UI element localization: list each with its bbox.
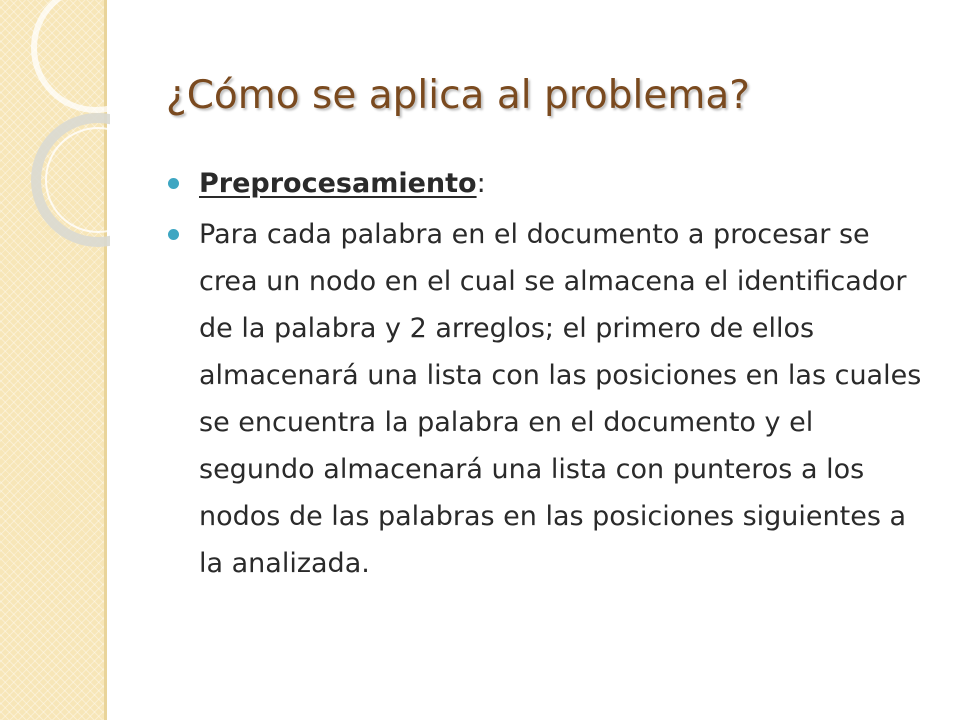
- bullet-text: Para cada palabra en el documento a procesar se crea un nodo en el cual se almacena el identificador de la palabra y 2 arreglos; el primero de ellos almacenará una lista con las posiciones en las cuales se encuentra la palabra en el documento y el segundo almacenará una lista con punteros a los nodos de las palabras en las posiciones siguientes a la analizada.: [199, 219, 922, 579]
- decorative-circles: [0, 0, 110, 260]
- slide-title: ¿Cómo se aplica al problema?: [166, 73, 750, 118]
- bullet-heading: Preprocesamiento: [199, 168, 477, 199]
- bullet-heading-colon: :: [476, 168, 486, 199]
- bullet-list: [168, 160, 928, 587]
- bullet-item-preprocesamiento: [168, 160, 928, 207]
- bullet-icon: [168, 178, 179, 189]
- bullet-icon: [168, 229, 179, 240]
- bullet-item-description: [168, 211, 928, 587]
